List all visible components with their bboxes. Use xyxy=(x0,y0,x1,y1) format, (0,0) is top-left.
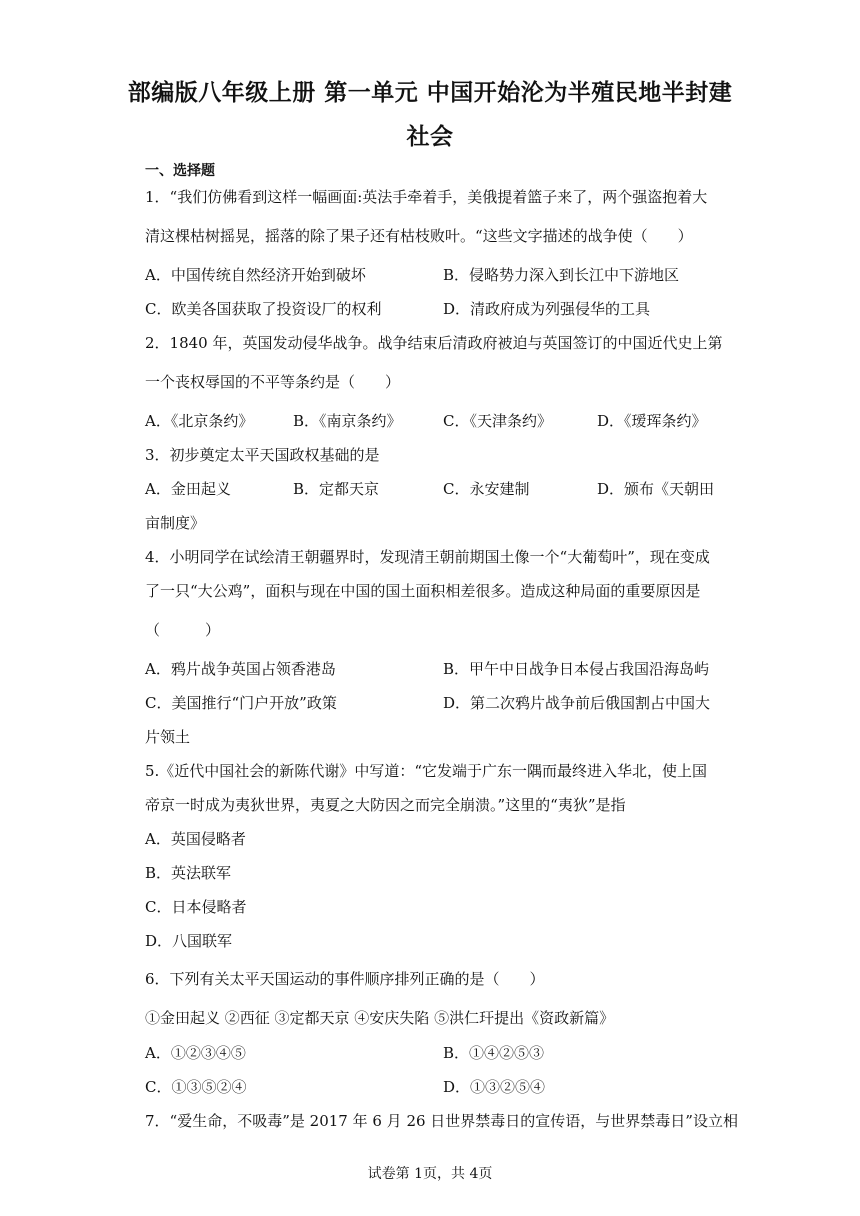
page-title-continued: 社会 xyxy=(406,124,454,150)
question-3-option-d-cont: 亩制度》 xyxy=(145,514,206,532)
question-6-option-c: C．①③⑤②④ xyxy=(145,1078,247,1096)
question-2-option-c: C．《天津条约》 xyxy=(443,412,552,430)
question-6-option-d: D．①③②⑤④ xyxy=(443,1078,546,1096)
question-4-option-d-cont: 片领土 xyxy=(145,728,191,746)
question-1-option-d: D．清政府成为列强侵华的工具 xyxy=(443,300,651,318)
question-6-option-a: A．①②③④⑤ xyxy=(145,1044,246,1062)
section-heading: 一、选择题 xyxy=(145,163,215,179)
question-1-text: 1．“我们仿佛看到这样一幅画面:英法手牵着手，美俄提着篮子来了，两个强盗抱着大 xyxy=(145,188,708,206)
page-footer: 试卷第 1页，共 4页 xyxy=(367,1166,493,1182)
question-3-text: 3．初步奠定太平天国政权基础的是 xyxy=(145,446,380,464)
question-3-option-d: D．颁布《天朝田 xyxy=(597,480,715,498)
question-2-option-d: D．《瑷珲条约》 xyxy=(597,412,707,430)
question-2-text-cont: 一个丧权辱国的不平等条约是（ ） xyxy=(145,373,401,391)
question-2-option-b: B．《南京条约》 xyxy=(293,412,402,430)
question-5-option-a: A．英国侵略者 xyxy=(145,830,246,848)
question-5-option-c: C．日本侵略者 xyxy=(145,898,247,916)
question-1-text-cont: 清这棵枯树摇晃，摇落的除了果子还有枯枝败叶。“这些文字描述的战争使（ ） xyxy=(145,227,693,245)
question-7-text: 7．“爱生命，不吸毒”是 2017 年 6 月 26 日世界禁毒日的宣传语，与世界禁毒日”设立相 xyxy=(145,1112,738,1130)
question-1-option-b: B．侵略势力深入到长江中下游地区 xyxy=(443,266,680,284)
question-3-option-c: C．永安建制 xyxy=(443,480,530,498)
page-title: 部编版八年级上册 第一单元 中国开始沦为半殖民地半封建 xyxy=(127,80,733,106)
question-5-option-b: B．英法联军 xyxy=(145,864,232,882)
question-6-option-b: B．①④②⑤③ xyxy=(443,1044,545,1062)
question-4-answer-blank: （ ） xyxy=(145,621,221,639)
question-4-text: 4．小明同学在试绘清王朝疆界时，发现清王朝前期国土像一个“大葡萄叶”，现在变成 xyxy=(145,548,710,566)
question-5-text-cont: 帝京一时成为夷狄世界，夷夏之大防因之而完全崩溃。”这里的“夷狄”是指 xyxy=(145,796,626,814)
question-4-option-d: D．第二次鸦片战争前后俄国割占中国大 xyxy=(443,694,711,712)
question-4-option-a: A．鸦片战争英国占领香港岛 xyxy=(145,660,336,678)
question-2-text: 2．1840 年，英国发动侵华战争。战争结束后清政府被迫与英国签订的中国近代史上第 xyxy=(145,334,723,352)
question-2-option-a: A．《北京条约》 xyxy=(145,412,254,430)
question-6-text: 6．下列有关太平天国运动的事件顺序排列正确的是（ ） xyxy=(145,970,545,988)
question-1-option-a: A．中国传统自然经济开始到破坏 xyxy=(145,266,366,284)
question-5-option-d: D．八国联军 xyxy=(145,932,233,950)
question-5-text: 5.《近代中国社会的新陈代谢》中写道：“它发端于广东一隅而最终进入华北，使上国 xyxy=(145,762,707,780)
question-1-option-c: C．欧美各国获取了投资设厂的权利 xyxy=(145,300,382,318)
question-3-option-b: B．定都天京 xyxy=(293,480,380,498)
question-6-events: ①金田起义 ②西征 ③定都天京 ④安庆失陷 ⑤洪仁玕提出《资政新篇》 xyxy=(145,1009,615,1027)
question-4-text-cont: 了一只“大公鸡”，面积与现在中国的国土面积相差很多。造成这种局面的重要原因是 xyxy=(145,582,701,600)
question-4-option-b: B．甲午中日战争日本侵占我国沿海岛屿 xyxy=(443,660,710,678)
question-3-option-a: A．金田起义 xyxy=(145,480,231,498)
question-4-option-c: C．美国推行“门户开放”政策 xyxy=(145,694,337,712)
